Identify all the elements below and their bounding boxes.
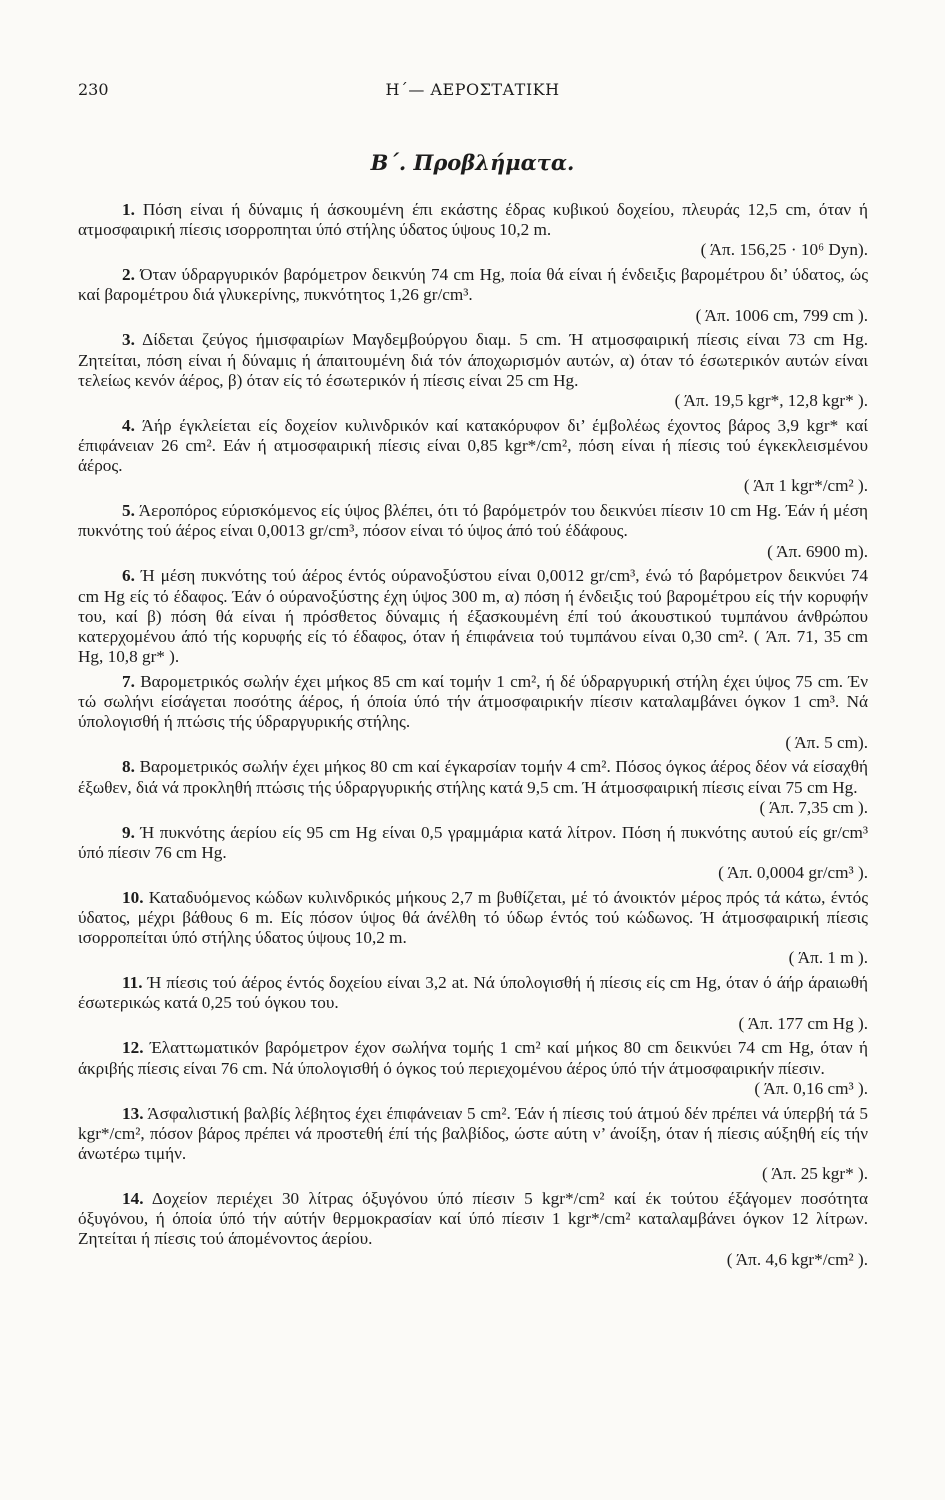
problem-number: 8. (122, 757, 135, 777)
problem-number: 14. (122, 1189, 144, 1209)
problem-item (78, 1104, 868, 1185)
problem-number: 6. (122, 566, 135, 586)
problem-item (78, 757, 868, 818)
problem-answer: ( Άπ. 156,25 · 10⁶ Dyn). (700, 240, 868, 260)
problem-answer: ( Άπ. 4,6 kgr*/cm² ). (726, 1249, 868, 1269)
problem-answer: ( Άπ. 1 m ). (788, 948, 868, 968)
problem-number: 7. (122, 672, 135, 692)
problem-statement: Ή μέση πυκνότης τού άέρος έντός ούρανοξύστου είναι 0,0012 gr/cm³, ένώ τό βαρόμετρον δεικνύει 74 cm Hg είς τό έδαφος. Έάν ό ούρανοξύστης έχη ύψος 300 m, α) πόση ή ένδειξις τού βαρομέτρου είς τήν κορυφήν του, καί β) πόση θά είναι ή πρόσθετος δύναμις ή έξασκουμένη έπί τού άκουστικού τυμπάνου άνθρώπου κατερχομένου άπό τής κορυφής είς τό έδαφος, όταν ή έπιφάνεια τού τυμπάνου είναι 0,30 cm². ( Άπ. 71, 35 cm Hg, 10,8 gr* ). (78, 566, 868, 667)
problem-item (78, 330, 868, 411)
problem-text (78, 823, 868, 863)
problem-number: 4. (122, 415, 135, 435)
problem-answer: ( Άπ. 7,35 cm ). (759, 797, 868, 817)
problem-number: 2. (122, 265, 135, 285)
problem-text (78, 416, 868, 477)
problem-answer: ( Άπ. 1006 cm, 799 cm ). (695, 305, 868, 325)
problem-text (78, 330, 868, 391)
problem-item (78, 566, 868, 667)
problem-text (78, 1038, 868, 1078)
problem-item (78, 1038, 868, 1099)
problem-statement: Άεροπόρος εύρισκόμενος είς ύψος βλέπει, ότι τό βαρόμετρόν του δεικνύει πίεσιν 10 cm Hg. Έάν ή μέση πυκνότης τού άέρος είναι 0,0013 gr/cm³, πόσον είναι τό ύψος άπό τού έδάφους. (78, 501, 868, 541)
problem-statement: Έλαττωματικόν βαρόμετρον έχον σωλήνα τομής 1 cm² καί μήκος 80 cm δεικνύει 74 cm Hg, όταν ή άκριβής πίεσις είναι 76 cm. Νά ύπολογισθή ό όγκος τού περιεχομένου άέρος ύπό τήν άτμοσφαιρικήν πίεσιν. (78, 1038, 869, 1078)
problem-statement: Όταν ύδραργυρικόν βαρόμετρον δεικνύη 74 cm Hg, ποία θά είναι ή ένδειξις βαρομέτρου δι’ ύδατος, ώς καί βαρομέτρου διά γλυκερίνης, πυκνότητος 1,26 gr/cm³. (78, 265, 869, 305)
problem-item (78, 200, 868, 261)
problem-answer: ( Άπ. 5 cm). (785, 732, 868, 752)
problem-number: 5. (122, 501, 135, 521)
problem-text (78, 265, 868, 305)
problem-answer: ( Άπ. 25 kgr* ). (761, 1164, 868, 1184)
problem-text (78, 757, 868, 797)
problem-number: 12. (122, 1038, 144, 1058)
problem-text (78, 1189, 868, 1250)
problem-item (78, 265, 868, 326)
chapter-title: Η΄— ΑΕΡΟΣΤΑΤΙΚΗ (385, 80, 560, 99)
problem-number: 3. (122, 330, 135, 350)
problem-list (78, 200, 868, 1274)
problem-number: 11. (122, 973, 143, 993)
problem-answer: ( Άπ 1 kgr*/cm² ). (743, 476, 868, 496)
problem-text (78, 672, 868, 733)
problem-text (78, 1104, 868, 1165)
problem-item (78, 823, 868, 884)
problem-text (78, 501, 868, 541)
problem-statement: Δοχείον περιέχει 30 λίτρας όξυγόνου ύπό πίεσιν 5 kgr*/cm² καί έκ τούτου έξάγομεν ποσότητα όξυγόνου, ή όποία ύπό τήν αύτήν θερμοκρασίαν καί ύπό πίεσιν 1 kgr*/cm² καταλαμβάνει όγκον 12 λίτρων. Ζητείται ή πίεσις τού άπομένοντος άερίου. (78, 1189, 868, 1249)
problem-answer: ( Άπ. 0,0004 gr/cm³ ). (718, 863, 868, 883)
problem-statement: Ή πίεσις τού άέρος έντός δοχείου είναι 3,2 at. Νά ύπολογισθή ή πίεσις είς cm Hg, όταν ό άήρ άραιωθή έσωτερικώς κατά 0,25 τού όγκου του. (78, 973, 868, 1013)
problem-answer: ( Άπ. 177 cm Hg ). (738, 1013, 868, 1033)
problem-statement: Άήρ έγκλείεται είς δοχείον κυλινδρικόν καί κατακόρυφον δι’ έμβολέως έχοντος βάρος 3,9 kgr* καί έπιφάνειαν 26 cm². Εάν ή ατμοσφαιρική πίεσις είναι 0,85 kgr*/cm², πόση είναι ή πίεσις τού έγκεκλεισμένου άέρος. (78, 415, 868, 476)
problem-item (78, 888, 868, 969)
problem-number: 13. (122, 1103, 144, 1123)
problem-number: 10. (122, 887, 144, 907)
problem-statement: Βαρομετρικός σωλήν έχει μήκος 85 cm καί τομήν 1 cm², ή δέ ύδραργυρική στήλη έχει ύψος 75 cm. Έν τώ σωλήνι είσάγεται ποσότης άέρος, ή όποία ύπό τήν άτμοσφαιρικήν πίεσιν καταλαμβάνει όγκον 1 cm³. Νά ύπολογισθή ή πτώσις τής ύδραργυρικής στήλης. (78, 672, 868, 732)
problem-statement: Καταδυόμενος κώδων κυλινδρικός μήκους 2,7 m βυθίζεται, μέ τό άνοικτόν μέρος πρός τά κάτω, έντός ύδατος, μέχρι βάθους 6 m. Είς πόσον ύψος θά άνέλθη τό ύδωρ έντός τού κώδωνος. Ή άτμοσφαιρική πίεσις ισορροπείται ύπό στήλης ύδατος ύψους 10,2 m. (78, 887, 868, 948)
problem-text (78, 888, 868, 949)
problem-statement: Πόση είναι ή δύναμις ή άσκουμένη έπι εκάστης έδρας κυβικού δοχείου, πλευράς 12,5 cm, όταν ή ατμοσφαιρική πίεσις ισορροπηται ύπό στήλης ύδατος ύψους 10,2 m. (78, 200, 868, 240)
problem-statement: Άσφαλιστική βαλβίς λέβητος έχει έπιφάνειαν 5 cm². Έάν ή πίεσις τού άτμού δέν πρέπει νά ύπερβή τά 5 kgr*/cm², πόσον βάρος πρέπει νά προστεθή έπί τής βαλβίδος, ώστε αύτη ν’ άνοίξη, όταν ή πίεσις αύξηθή είς τήν άνωτέρω τιμήν. (78, 1103, 868, 1164)
problem-statement: Ή πυκνότης άερίου είς 95 cm Hg είναι 0,5 γραμμάρια κατά λίτρον. Πόση ή πυκνότης αυτού είς gr/cm³ ύπό πίεσιν 76 cm Hg. (78, 822, 868, 862)
problem-item (78, 973, 868, 1034)
problem-text (78, 566, 868, 667)
problem-statement: Βαρομετρικός σωλήν έχει μήκος 80 cm καί έγκαρσίαν τομήν 4 cm². Πόσος όγκος άέρος δέον νά είσαχθή έξωθεν, διά νά προκληθή πτώσις τής ύδραργυρικής στήλης κατά 9,5 cm. Ή άτμοσφαιρική πίεσις είναι 75 cm Hg. (78, 757, 869, 797)
problem-answer: ( Άπ. 6900 m). (767, 541, 868, 561)
problem-answer: ( Άπ. 0,16 cm³ ). (754, 1078, 868, 1098)
section-title: Β΄. Προβλήματα. (370, 150, 575, 175)
problem-item (78, 416, 868, 497)
page-number: 230 (78, 80, 109, 99)
problem-item (78, 672, 868, 753)
problem-item (78, 501, 868, 562)
problem-item (78, 1189, 868, 1270)
problem-answer: ( Άπ. 19,5 kgr*, 12,8 kgr* ). (674, 391, 868, 411)
problem-number: 9. (122, 822, 135, 842)
running-head (78, 80, 867, 104)
problem-number: 1. (122, 200, 135, 219)
problem-text (78, 973, 868, 1013)
problem-statement: Δίδεται ζεύγος ήμισφαιρίων Μαγδεμβούργου διαμ. 5 cm. Ή ατμοσφαιρική πίεσις είναι 73 cm Hg. Ζητείται, πόση είναι ή δύναμις ή άπαιτουμένη διά τόν άποχωρισμόν αυτών, α) όταν τό έσωτερικόν αυτών είναι τελείως κενόν άέρος, β) όταν είς τό έσωτερικόν ή πίεσις είναι 25 cm Hg. (78, 330, 868, 390)
problem-text (78, 200, 868, 240)
